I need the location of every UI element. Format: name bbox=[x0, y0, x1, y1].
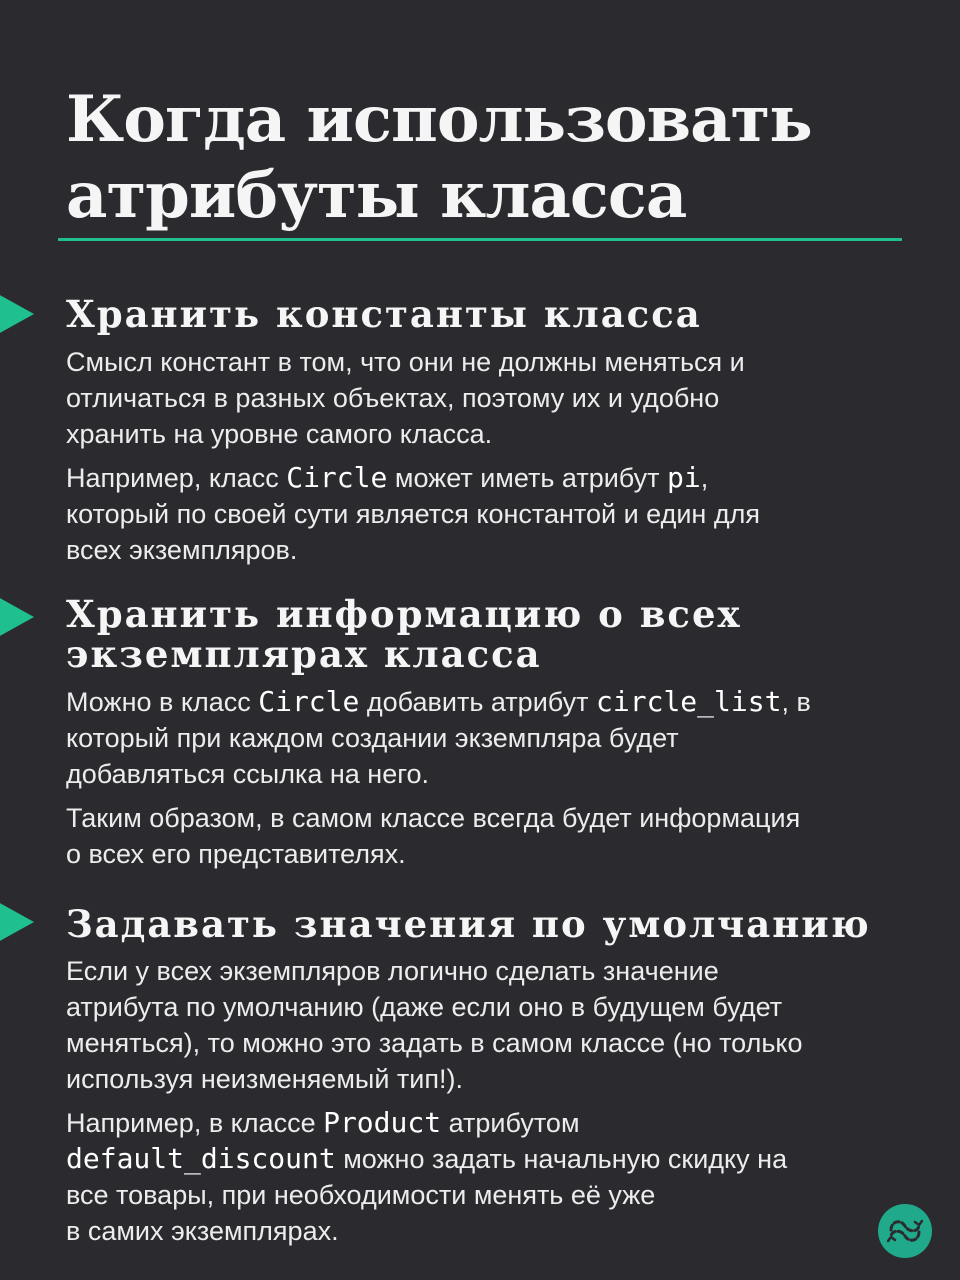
text-segment: который при каждом создании экземпляра будет bbox=[66, 723, 679, 753]
text-segment: Таким образом, в самом классе всегда будет информация bbox=[66, 803, 801, 833]
paragraph-line bbox=[66, 756, 946, 792]
paragraph-line bbox=[66, 380, 946, 416]
text-segment: , bbox=[700, 463, 709, 493]
paragraph-line bbox=[66, 1025, 946, 1061]
paragraph-line bbox=[66, 684, 946, 720]
text-segment: всех экземпляров. bbox=[66, 535, 298, 565]
section-heading-line: Хранить информацию о всех bbox=[66, 592, 742, 636]
section-heading bbox=[66, 294, 702, 334]
loop-arrows-icon bbox=[878, 1204, 932, 1258]
page-title bbox=[66, 82, 926, 234]
text-segment: Например, класс bbox=[66, 463, 287, 493]
section-paragraph bbox=[66, 460, 946, 568]
paragraph-line bbox=[66, 1213, 946, 1249]
page-title-line: Когда использовать bbox=[66, 82, 812, 157]
section-paragraph bbox=[66, 344, 946, 452]
section-heading bbox=[66, 904, 871, 944]
section-heading-line: Задавать значения по умолчанию bbox=[66, 902, 871, 946]
text-segment: который по своей сути является константой и един для bbox=[66, 499, 760, 529]
paragraph-line bbox=[66, 1105, 946, 1141]
inline-code: Circle bbox=[258, 685, 360, 718]
triangle-bullet-icon bbox=[0, 597, 34, 637]
text-segment: Можно в класс bbox=[66, 687, 259, 717]
inline-code: circle_list bbox=[596, 685, 782, 718]
section-paragraph bbox=[66, 800, 946, 872]
inline-code: Product bbox=[323, 1106, 442, 1139]
text-segment: отличаться в разных объектах, поэтому их и удобно bbox=[66, 383, 720, 413]
section-heading bbox=[66, 594, 742, 674]
paragraph-line bbox=[66, 800, 946, 836]
text-segment: атрибута по умолчанию (даже если оно в будущем будет bbox=[66, 992, 783, 1022]
section-paragraph bbox=[66, 684, 946, 792]
text-segment: в самих экземплярах. bbox=[66, 1216, 339, 1246]
paragraph-line bbox=[66, 1061, 946, 1097]
triangle-bullet-icon bbox=[0, 902, 34, 942]
logo-svg bbox=[887, 1216, 923, 1246]
section-paragraph bbox=[66, 1105, 946, 1249]
paragraph-line bbox=[66, 989, 946, 1025]
text-segment: Например, в классе bbox=[66, 1108, 324, 1138]
paragraph-line bbox=[66, 720, 946, 756]
text-segment: Если у всех экземпляров логично сделать значение bbox=[66, 956, 719, 986]
inline-code: pi bbox=[667, 461, 701, 494]
text-segment: добавляться ссылка на него. bbox=[66, 759, 429, 789]
text-segment: можно задать начальную скидку на bbox=[335, 1144, 788, 1174]
text-segment: Смысл констант в том, что они не должны меняться и bbox=[66, 347, 745, 377]
triangle-bullet-icon bbox=[0, 294, 34, 334]
paragraph-line bbox=[66, 416, 946, 452]
paragraph-line bbox=[66, 1177, 946, 1213]
text-segment: хранить на уровне самого класса. bbox=[66, 419, 493, 449]
section-heading-line: Хранить константы класса bbox=[66, 292, 702, 336]
paragraph-line bbox=[66, 1141, 946, 1177]
text-segment: добавить атрибут bbox=[359, 687, 597, 717]
title-underline bbox=[58, 238, 902, 241]
section-paragraph bbox=[66, 953, 946, 1097]
page-title-line: атрибуты класса bbox=[66, 158, 687, 233]
text-segment: используя неизменяемый тип!). bbox=[66, 1064, 463, 1094]
text-segment: может иметь атрибут bbox=[387, 463, 668, 493]
paragraph-line bbox=[66, 344, 946, 380]
paragraph-line bbox=[66, 836, 946, 872]
paragraph-line bbox=[66, 460, 946, 496]
text-segment: все товары, при необходимости менять её уже bbox=[66, 1180, 656, 1210]
inline-code: Circle bbox=[286, 461, 388, 494]
text-segment: меняться), то можно это задать в самом классе (но только bbox=[66, 1028, 803, 1058]
text-segment: атрибутом bbox=[441, 1108, 580, 1138]
paragraph-line bbox=[66, 953, 946, 989]
text-segment: о всех его представителях. bbox=[66, 839, 406, 869]
paragraph-line bbox=[66, 496, 946, 532]
text-segment: , в bbox=[781, 687, 811, 717]
inline-code: default_discount bbox=[66, 1142, 336, 1175]
section-heading-line: экземплярах класса bbox=[66, 632, 542, 676]
paragraph-line bbox=[66, 532, 946, 568]
